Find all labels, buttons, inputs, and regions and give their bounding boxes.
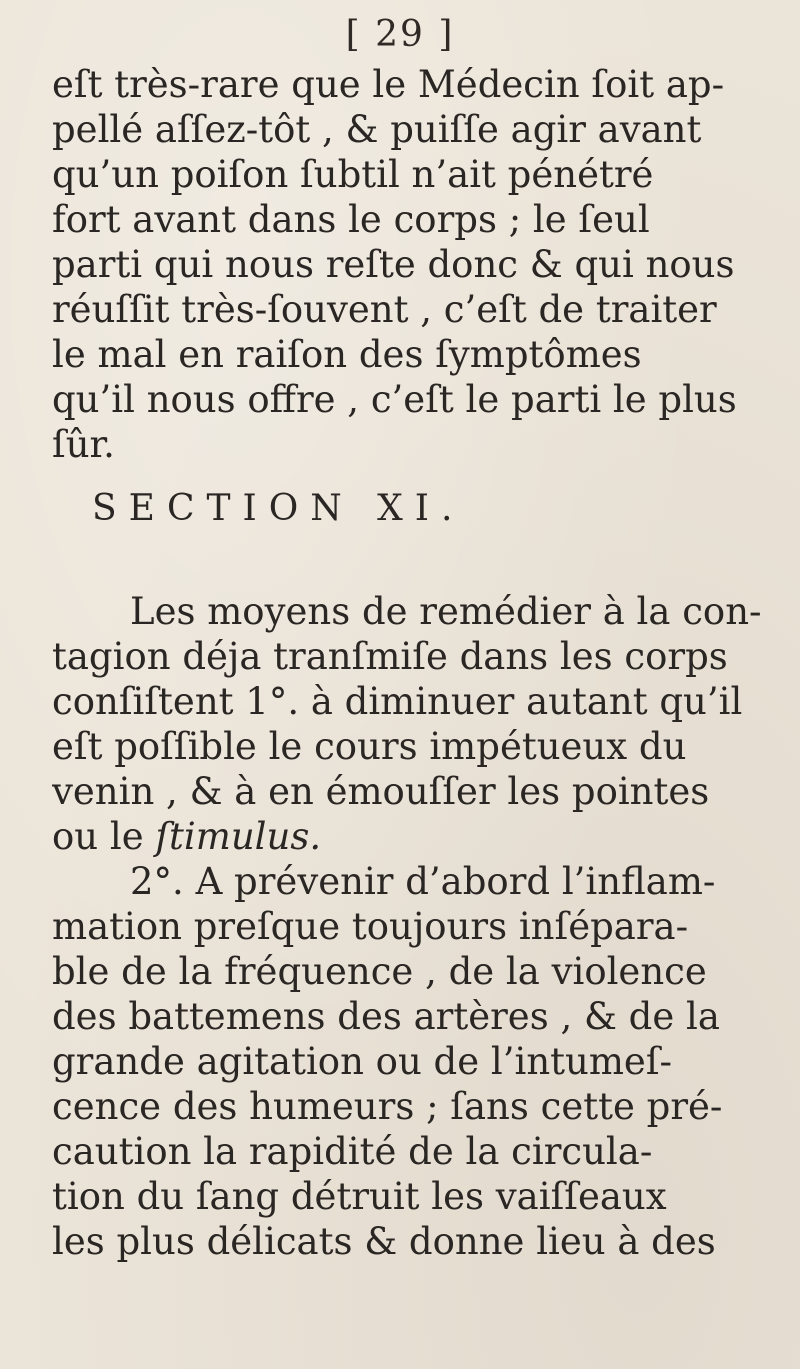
text-line: grande agitation ou de l’intumeſ- <box>52 1040 673 1083</box>
text-line <box>52 814 772 859</box>
text-line: ble de la fréquence , de la violence <box>52 950 707 993</box>
text-line: conſiſtent 1°. à diminuer autant qu’il <box>52 680 743 723</box>
body-text <box>52 62 772 1264</box>
text-line: qu’un poiſon ſubtil n’ait pénétré <box>52 153 654 196</box>
text-line: 2°. A prévenir d’abord l’inflam- <box>130 860 716 903</box>
text-line: qu’il nous offre , c’eſt le parti le plus <box>52 378 737 421</box>
italic-term: ſtimulus. <box>155 815 322 858</box>
page-number: [ 29 ] <box>345 14 455 55</box>
text-line: les plus délicats & donne lieu à des <box>52 1220 716 1263</box>
paragraph-2 <box>52 589 772 859</box>
text-line: tagion déja tranſmiſe dans les corps <box>52 635 728 678</box>
paragraph-3 <box>52 859 772 1264</box>
text-line: venin , & à en émouſſer les pointes <box>52 770 710 813</box>
text-line: eſt poſſible le cours impétueux du <box>52 725 687 768</box>
text-line: le mal en raiſon des ſymptômes <box>52 333 642 376</box>
text-line: réuſſit très-ſouvent , c’eſt de traiter <box>52 288 717 331</box>
text-line: ſûr. <box>52 423 115 466</box>
text-line: parti qui nous reſte donc & qui nous <box>52 243 735 286</box>
text-line: eſt très-rare que le Médecin ſoit ap- <box>52 63 725 106</box>
text-line: Les moyens de remédier à la con- <box>130 590 762 633</box>
text-line: cence des humeurs ; ſans cette pré- <box>52 1085 723 1128</box>
text-line: caution la rapidité de la circula- <box>52 1130 653 1173</box>
text-line: des battemens des artères , & de la <box>52 995 720 1038</box>
text-line: mation preſque toujours inſépara- <box>52 905 689 948</box>
paragraph-1 <box>52 62 772 467</box>
section-heading: SECTION XI. <box>92 488 465 529</box>
text-line: fort avant dans le corps ; le ſeul <box>52 198 650 241</box>
text-fragment: ou le <box>52 815 156 858</box>
text-line: pellé aſſez-tôt , & puiſſe agir avant <box>52 108 702 151</box>
text-line: tion du ſang détruit les vaiſſeaux <box>52 1175 667 1218</box>
